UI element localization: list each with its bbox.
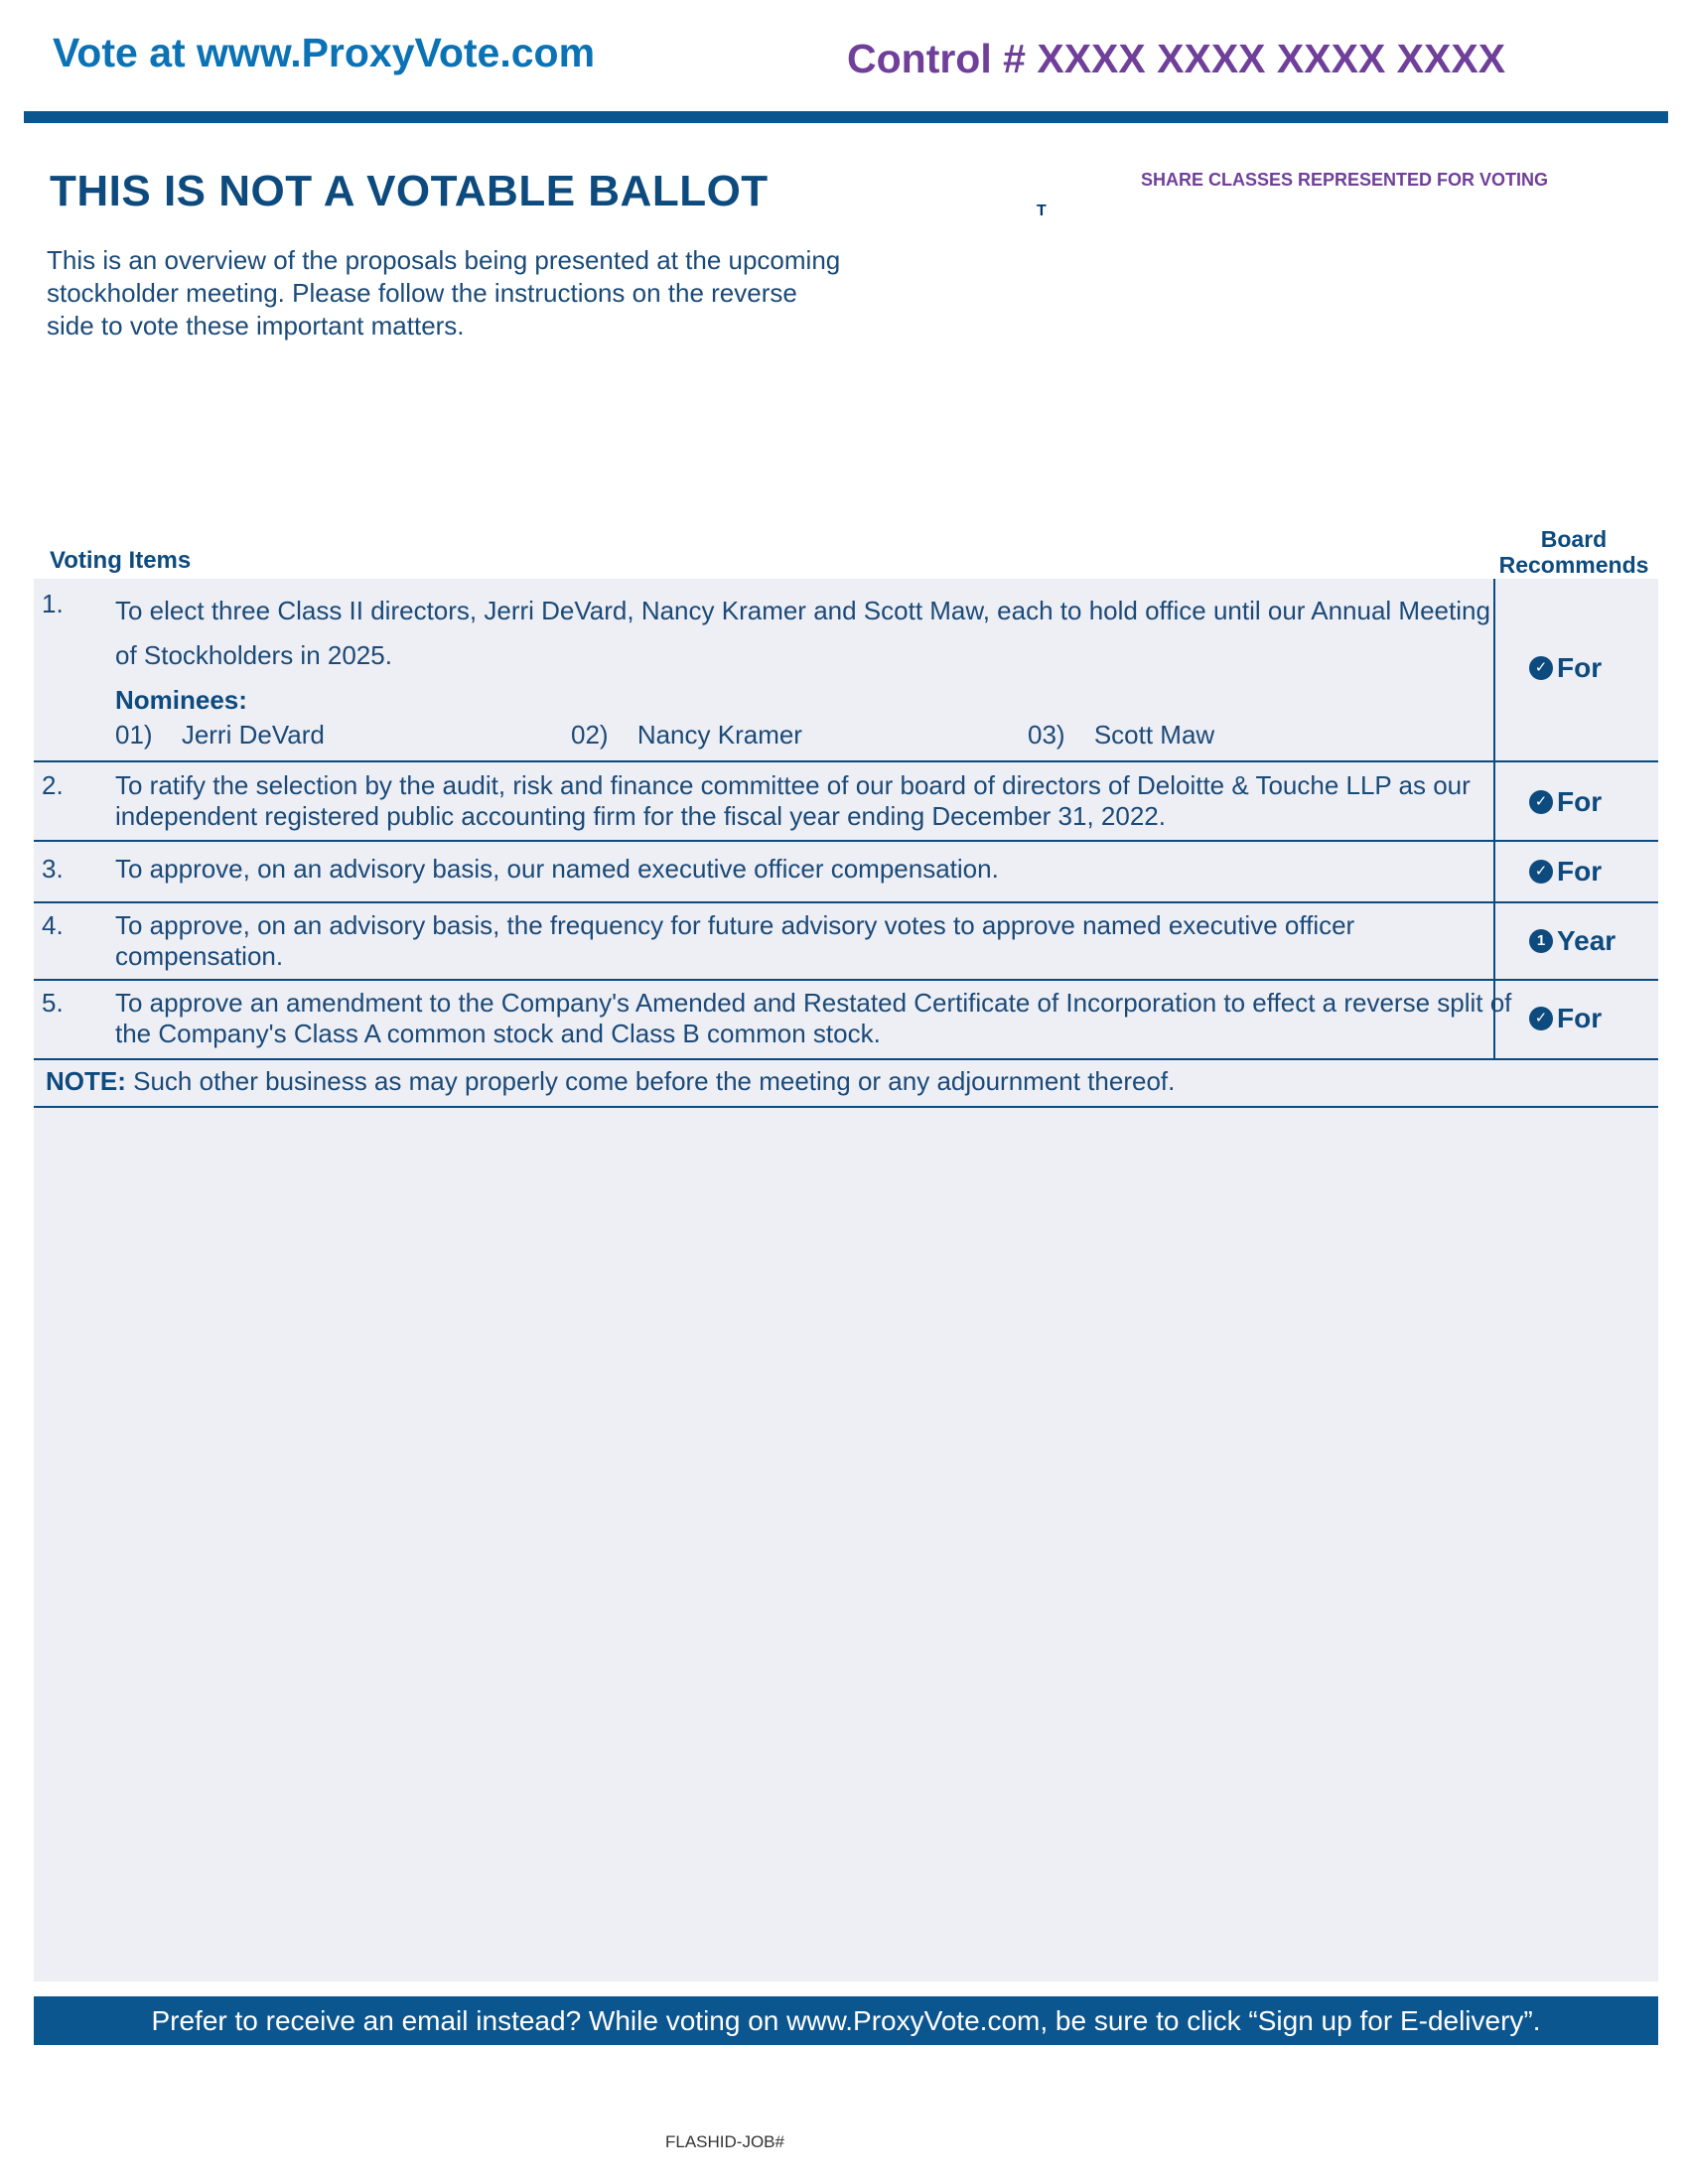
e-delivery-banner: Prefer to receive an email instead? While voting on www.ProxyVote.com, be sure to click “Sign up for E-delivery”. — [34, 1996, 1658, 2045]
check-icon: ✓ — [1529, 790, 1553, 814]
board-recommendation-cell — [1493, 579, 1658, 760]
voting-item-5 — [34, 981, 1658, 1058]
recommendation-label: For — [1557, 1003, 1603, 1033]
nominee-name: Jerri DeVard — [181, 720, 325, 750]
note — [46, 1066, 1175, 1097]
item-description: To elect three Class II directors, Jerri DeVard, Nancy Kramer and Scott Maw, each to hold office until our Annual Meeting of Stockholders in 2025. — [115, 596, 1490, 670]
recommendation — [1529, 652, 1602, 684]
nominee-number: 03) — [1028, 720, 1065, 750]
item-description: To approve, on an advisory basis, the frequency for future advisory votes to approve named executive officer compensation. — [115, 910, 1355, 971]
check-icon: ✓ — [1529, 1007, 1553, 1030]
share-class-mark: T — [1037, 203, 1047, 219]
board-recommendation-cell — [1493, 842, 1658, 901]
page-title: THIS IS NOT A VOTABLE BALLOT — [50, 167, 769, 215]
recommendation — [1529, 786, 1602, 818]
item-number: 5. — [42, 988, 64, 1018]
board-recommends-header: Board Recommends — [1498, 526, 1649, 578]
item-number: 1. — [42, 589, 64, 618]
vote-url-heading: Vote at www.ProxyVote.com — [53, 30, 596, 75]
recommendation — [1529, 1003, 1602, 1034]
board-recommendation-cell — [1493, 981, 1658, 1058]
recommendation — [1529, 856, 1602, 887]
voting-item-3 — [34, 842, 1658, 901]
recommendation-label: For — [1557, 786, 1603, 817]
recommendation-label: Year — [1557, 925, 1617, 956]
item-description: To ratify the selection by the audit, risk and finance committee of our board of directors of Deloitte & Touche LLP as our independent registered public accounting firm for the fiscal year ending December 31, 2022. — [115, 770, 1471, 831]
item-number: 3. — [42, 854, 64, 884]
share-classes-label: SHARE CLASSES REPRESENTED FOR VOTING — [1141, 170, 1549, 190]
voting-item-2 — [34, 762, 1658, 840]
note-text: Such other business as may properly come before the meeting or any adjournment thereof. — [133, 1066, 1176, 1096]
voting-item-1 — [34, 579, 1658, 760]
note-label: NOTE: — [46, 1066, 126, 1096]
nominee-number: 01) — [115, 720, 153, 750]
item-number: 2. — [42, 770, 64, 800]
control-number-value: XXXX XXXX XXXX XXXX — [1037, 36, 1506, 81]
control-number — [847, 36, 1505, 82]
one-year-icon: 1 — [1529, 929, 1553, 953]
item-description: To approve, on an advisory basis, our named executive officer compensation. — [115, 854, 999, 884]
board-recommendation-cell — [1493, 903, 1658, 979]
item-description: To approve an amendment to the Company's Amended and Restated Certificate of Incorporation to effect a reverse split of the Company's Class A common stock and Class B common stock. — [115, 988, 1512, 1048]
nominee-name: Scott Maw — [1093, 720, 1215, 750]
nominee-number: 02) — [571, 720, 609, 750]
intro-text: This is an overview of the proposals being presented at the upcoming stockholder meeting. Please follow the instructions on the reverse side to vote these important matters. — [47, 245, 841, 341]
nominees-label: Nominees: — [115, 685, 247, 715]
voting-items-header: Voting Items — [50, 547, 192, 574]
check-icon: ✓ — [1529, 656, 1553, 680]
row-divider — [34, 1058, 1658, 1060]
nominee-03 — [1028, 720, 1214, 751]
recommendation — [1529, 925, 1616, 957]
note-divider — [34, 1106, 1658, 1108]
check-icon: ✓ — [1529, 860, 1553, 884]
board-recommendation-cell — [1493, 762, 1658, 840]
item-text — [115, 589, 1515, 723]
nominee-01 — [115, 720, 325, 751]
recommendation-label: For — [1557, 652, 1603, 683]
item-number: 4. — [42, 910, 64, 940]
nominee-02 — [571, 720, 802, 751]
recommendation-label: For — [1557, 856, 1603, 887]
flash-id: FLASHID-JOB# — [665, 2132, 784, 2151]
control-label: Control # — [847, 36, 1026, 81]
header-divider — [24, 111, 1668, 123]
nominee-name: Nancy Kramer — [636, 720, 802, 750]
voting-item-4 — [34, 903, 1658, 979]
